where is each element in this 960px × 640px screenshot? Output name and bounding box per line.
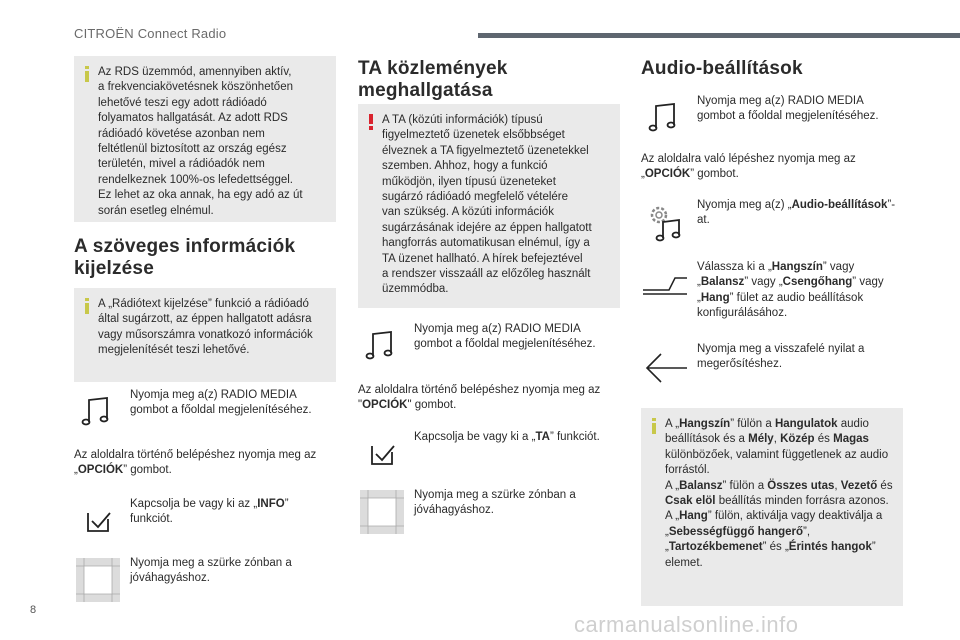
text-run-bold: Hang — [679, 510, 708, 523]
text-run: Az aloldalra történő belépéshez nyomja meg az " — [358, 384, 601, 412]
ta-warning-note — [358, 104, 620, 308]
text-run: ” funkciót. — [130, 498, 289, 526]
step-text — [414, 430, 614, 445]
ta-label: TA — [535, 431, 550, 443]
step-grey-zone — [358, 488, 620, 536]
text-run: ” fülön, aktiválja vagy deaktiválja a „ — [665, 510, 883, 538]
text-run: ” fülön a — [722, 479, 768, 492]
audio-settings-label: Audio-beállítások — [791, 199, 888, 211]
step-text: Nyomja meg a(z) RADIO MEDIA gombot a főoldal megjelenítéséhez. — [697, 95, 879, 123]
text-run-bold: Közép — [780, 433, 815, 446]
step-text: Nyomja meg a(z) RADIO MEDIA gombot a főoldal megjelenítéséhez. — [130, 389, 312, 417]
info-icon — [82, 66, 92, 82]
text-run: különbözőek, valamint függetlenek az audio forrástól. — [665, 448, 889, 477]
text-run-bold: Hangszín — [679, 418, 731, 430]
text-run-bold: Magas — [833, 433, 869, 446]
text-run-bold: Mély — [748, 433, 774, 446]
document-title: CITROËN Connect Radio — [74, 26, 227, 41]
info-icon — [649, 418, 659, 434]
ringtone-label: Csengőhang — [782, 276, 853, 289]
text-run-bold: Sebességfüggő hangerő — [668, 525, 804, 538]
options-paragraph — [358, 383, 620, 414]
step-radio-media — [358, 322, 620, 370]
options-label: OPCIÓK — [77, 464, 124, 477]
music-note-icon — [358, 322, 406, 370]
step-radio-media — [641, 94, 903, 142]
music-note-icon — [641, 94, 689, 142]
step-ta-toggle — [358, 430, 620, 478]
text-run: ” vagy „ — [744, 276, 783, 289]
step-info-toggle — [74, 497, 336, 545]
step-text — [130, 497, 330, 528]
step-text: Nyomja meg a szürke zónban a jóváhagyáshoz. — [414, 489, 576, 517]
checkbox-icon — [74, 497, 122, 545]
grey-zone-icon — [358, 488, 406, 536]
step-grey-zone — [74, 556, 336, 604]
options-label: OPCIÓK — [362, 399, 408, 412]
text-run: , — [834, 479, 841, 492]
text-run-bold: Csak elöl — [665, 495, 716, 508]
text-run: A „ — [665, 479, 680, 492]
ta-warning-text: A TA (közúti információk) típusú figyelmeztető üzenetek elsőbbséget élveznek a TA figyelmeztető üzenetekkel szemben. Ahhoz, hogy a funkció működjön, ilyen típusú üzeneteket sugárzó rádióadó megfelelő vételére van szükség. A közúti információk sugárzásának idejére az éppen hallgatott hangforrás automatikusan elnémul, így a TA üzenet hallható. A hírek befejeztével a rendszer visszaáll az előzőleg használt üzemmódba. — [382, 114, 592, 296]
rds-info-note — [74, 56, 336, 222]
balance-label: Balansz — [700, 276, 745, 289]
text-run: beállítás minden forrásra azonos. — [715, 495, 889, 508]
text-run: , — [773, 433, 781, 446]
step-radio-media — [74, 388, 336, 436]
text-run-bold: Hangulatok — [774, 418, 838, 430]
watermark: carmanualsonline.info — [574, 612, 799, 637]
radiotext-info-note — [74, 288, 336, 382]
radiotext-note-text: A „Rádiótext kijelzése” funkció a rádióadó által sugárzott, az éppen hallgatott adásra vagy műsorszámra vonatkozó információk megjelenítését teszi lehetővé. — [98, 298, 313, 357]
text-run: és — [877, 479, 893, 492]
text-run: ” fület az audio beállítások konfigurálásához. — [697, 291, 864, 320]
text-run: Kapcsolja be vagy ki az „ — [130, 498, 258, 510]
options-label: OPCIÓK — [644, 168, 691, 181]
text-run: ”, „ — [665, 525, 811, 554]
step-text: Nyomja meg a(z) RADIO MEDIA gombot a főoldal megjelenítéséhez. — [414, 323, 596, 351]
warning-icon — [366, 114, 376, 130]
text-run: ” elemet. — [665, 541, 876, 569]
text-run: Az aloldalra történő belépéshez nyomja meg az „ — [74, 449, 317, 477]
step-text — [697, 260, 897, 322]
text-run: " gombot. — [407, 399, 457, 412]
rds-note-text: Az RDS üzemmód, amennyiben aktív, a frekvenciakövetésnek köszönhetően lehetővé teszi egy adott rádióadó folyamatos hallgatását. Az adott RDS rádióadó követése azonban nem feltétlenül biztosított az ország egész területén, mivel a rádióadók nem rendelkeznek 100%-os lefedettséggel. Ez lehet az oka annak, ha egy adó az út során esetleg elnémul. — [98, 66, 303, 217]
text-run: és — [814, 433, 834, 446]
back-arrow-icon — [641, 342, 689, 390]
text-run: ” vagy „ — [697, 261, 855, 289]
text-run: Kapcsolja be vagy ki a „ — [414, 431, 536, 443]
options-paragraph — [74, 448, 336, 479]
text-run-bold: Érintés hangok — [788, 541, 872, 554]
text-run: A „ — [665, 418, 680, 430]
page-number: 8 — [30, 604, 37, 616]
text-run: ” fülön a — [730, 418, 775, 430]
step-select-tab — [641, 260, 903, 324]
text-run: ”-at. — [697, 199, 896, 227]
text-run: ” és „ — [762, 541, 789, 554]
section-heading-ta: TA közlemények meghallgatása — [358, 58, 508, 101]
step-back-arrow — [641, 342, 903, 390]
step-text: Nyomja meg a visszafelé nyilat a megerősítéshez. — [697, 343, 865, 371]
checkbox-icon — [358, 430, 406, 478]
grey-zone-icon — [74, 556, 122, 604]
step-text: Nyomja meg a szürke zónban a jóváhagyáshoz. — [130, 557, 292, 585]
text-run: audio beállítások és a — [665, 418, 869, 446]
text-run-bold: Vezető — [840, 479, 878, 492]
music-note-icon — [74, 388, 122, 436]
text-run: A „ — [665, 510, 680, 523]
text-run: Az aloldalra való lépéshez nyomja meg az „ — [641, 153, 856, 181]
header — [0, 0, 960, 44]
text-run: Válassza ki a „ — [697, 261, 772, 273]
text-run: ” gombot. — [690, 168, 739, 181]
step-audio-settings — [641, 198, 903, 246]
text-run-bold: Balansz — [679, 479, 723, 492]
info-icon — [82, 298, 92, 314]
settings-music-icon — [641, 198, 689, 246]
text-run: ” funkciót. — [549, 431, 600, 443]
text-run-bold: Összes utas — [767, 479, 835, 492]
section-heading-text-info: A szöveges információk kijelzése — [74, 236, 296, 279]
section-heading-audio: Audio-beállítások — [641, 58, 803, 79]
header-bar — [478, 33, 960, 38]
info-label: INFO — [257, 498, 285, 510]
text-run: Nyomja meg a(z) „ — [697, 199, 792, 211]
audio-note-text — [665, 417, 893, 571]
step-text — [697, 198, 897, 229]
tab-icon — [641, 260, 689, 308]
tone-label: Hangszín — [771, 261, 823, 273]
audio-settings-info-note — [641, 408, 903, 606]
sound-label: Hang — [700, 291, 730, 304]
text-run: ” vagy „ — [697, 276, 884, 304]
text-run-bold: Tartozékbemenet — [668, 541, 763, 554]
text-run: ” gombot. — [123, 464, 172, 477]
options-paragraph — [641, 152, 903, 183]
